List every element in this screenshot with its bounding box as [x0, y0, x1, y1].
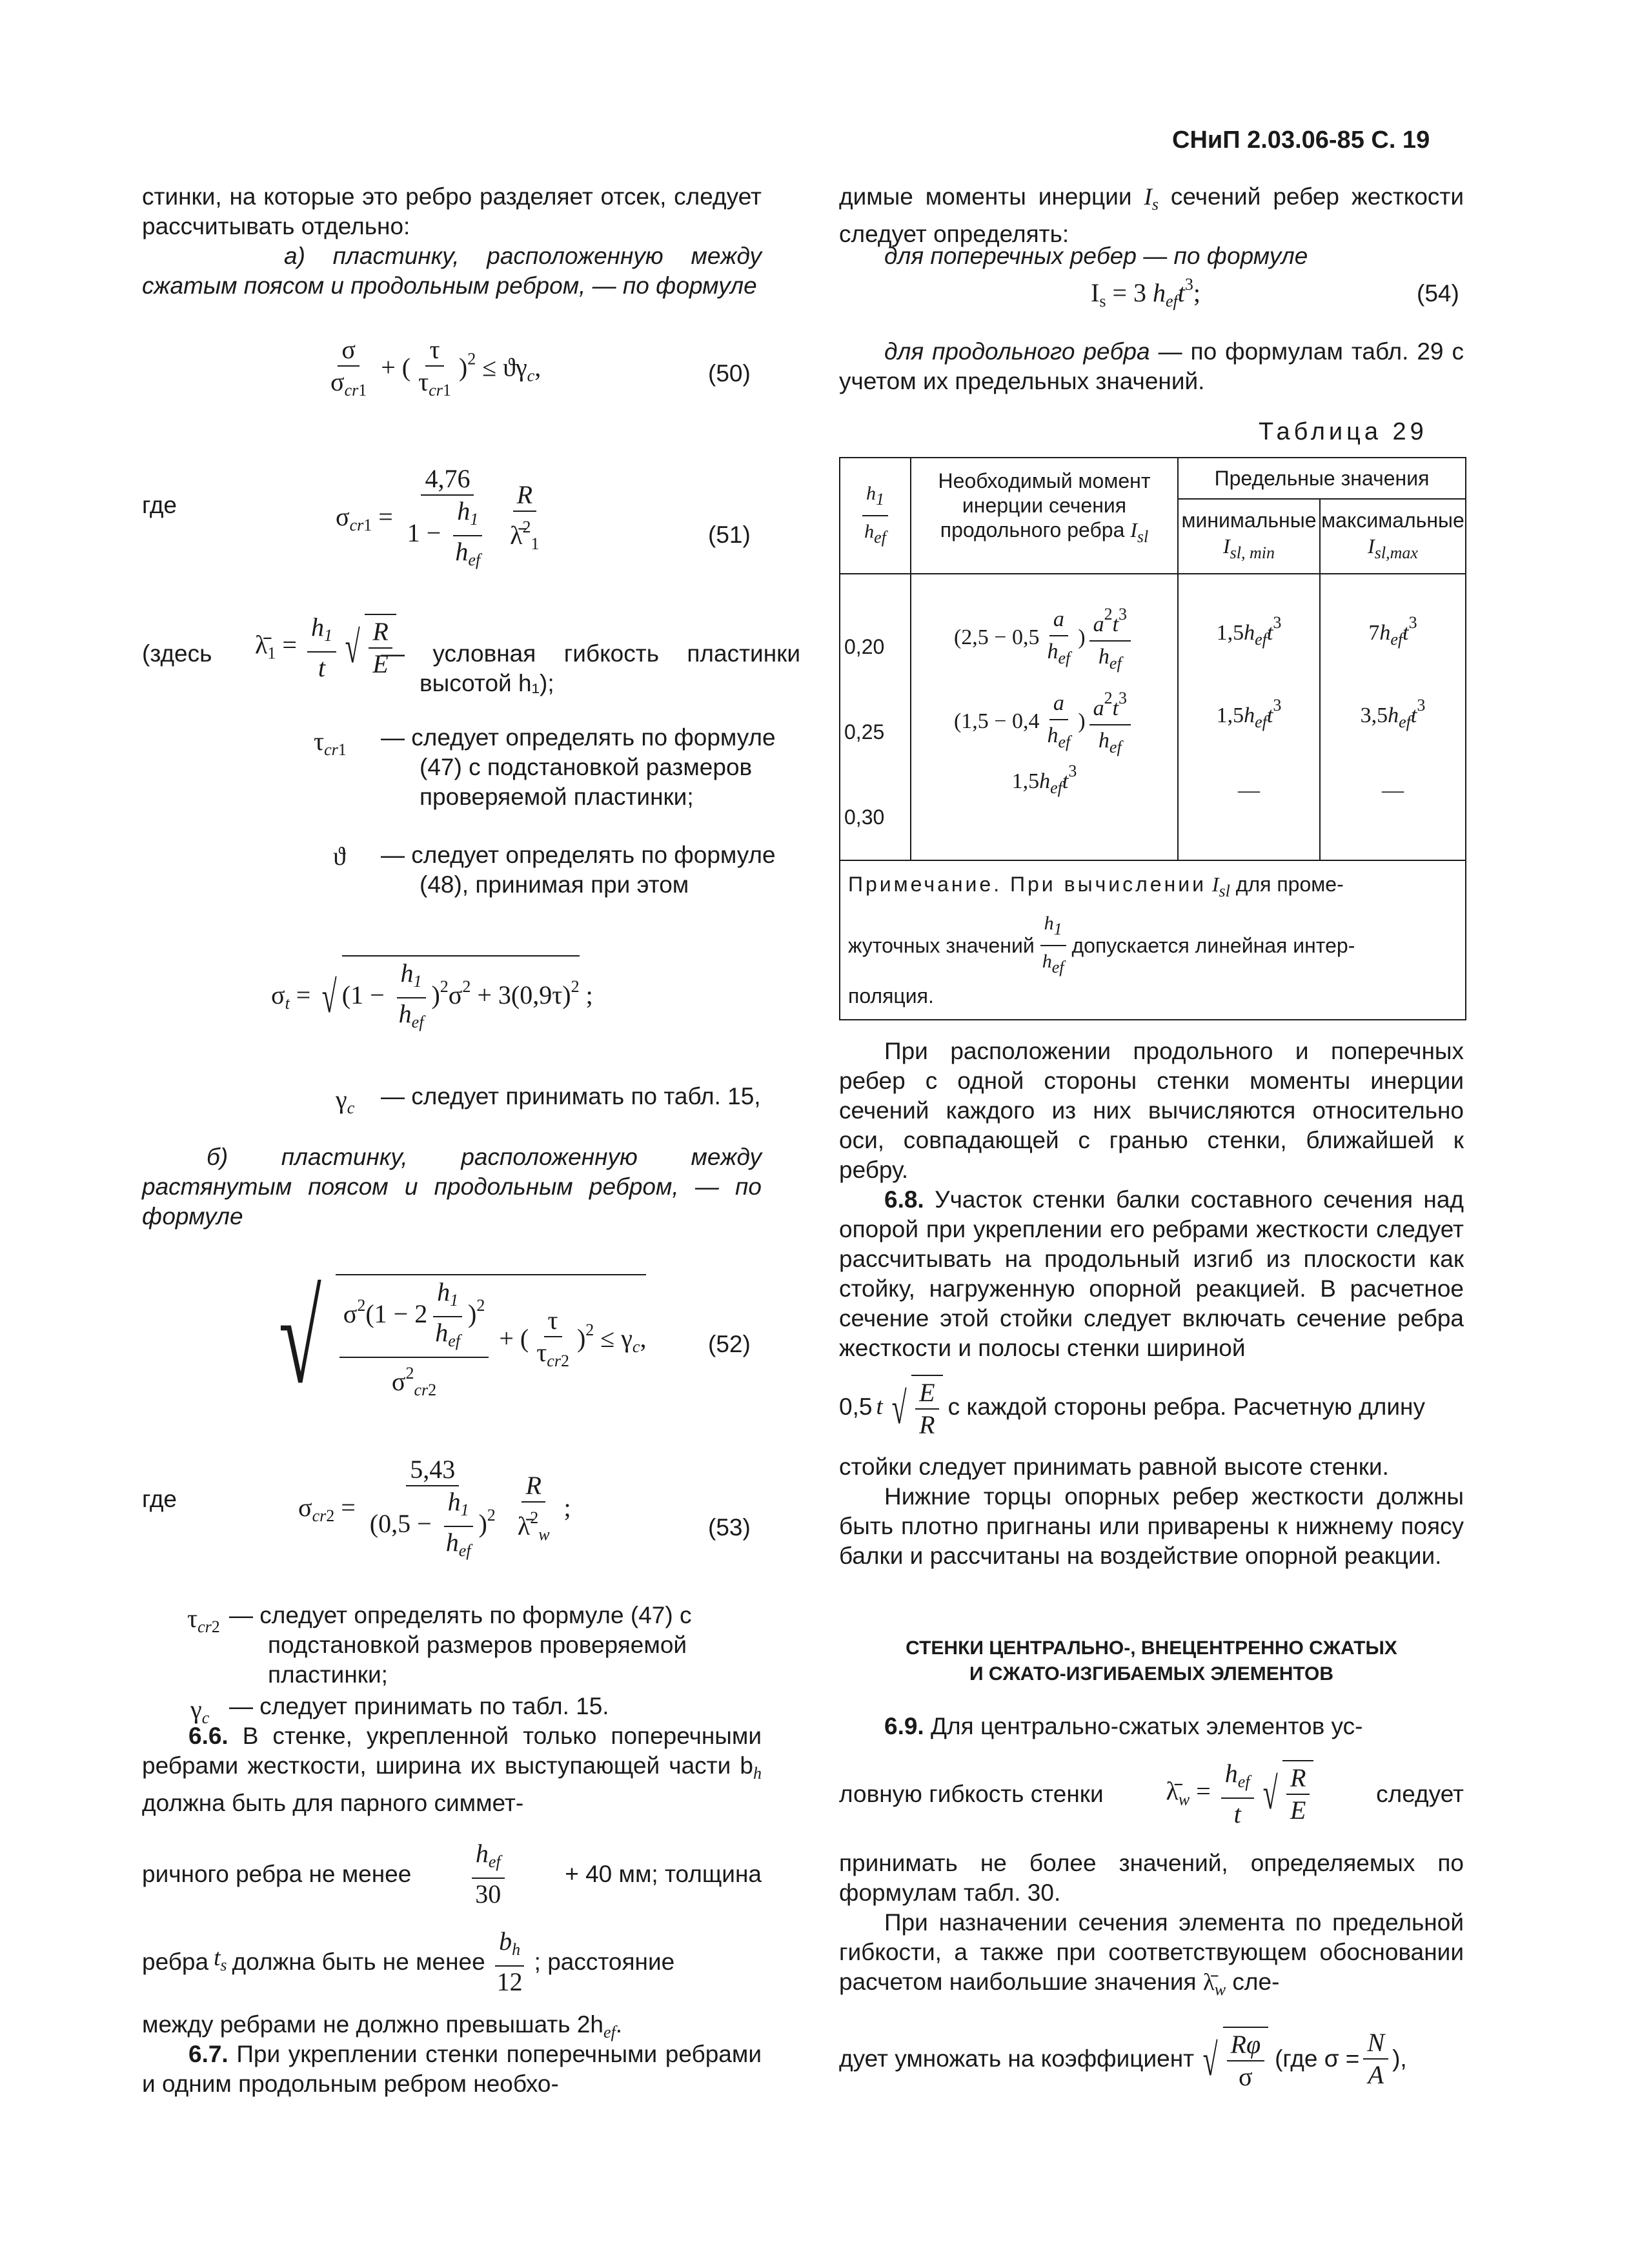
- section-6-6: 6.6. В стенке, укрепленной только поперечными ребрами жесткости, ширина их выступающей части $b_h$ должна быть для парного симмет-: [142, 1723, 762, 1816]
- symbol-tau-cr1: $\tau_{cr1}$: [314, 727, 347, 759]
- right-paragraph-4: При расположении продольного и поперечных ребер с одной стороны стенки моменты инерции сечений каждого из них вычисляются относительно оси, совпадающей с гранью стенки, ближайшей к ребру.: [839, 1038, 1464, 1183]
- table-header-min: минимальные $I_{sl, min}$: [1178, 499, 1320, 574]
- section-6-8: [839, 1185, 1464, 1363]
- section-6-6-line-3a: ребра: [142, 1948, 209, 1975]
- section-6-6-line-3: ребра $t_s$ должна быть не менее $\frac{b_h}{12}$ ; расстояние: [142, 1927, 675, 1996]
- section-heading: СТЕНКИ ЦЕНТРАЛЬНО-, ВНЕЦЕНТРЕННО СЖАТЫХ И СЖАТО-ИЗГИБАЕМЫХ ЭЛЕМЕНТОВ: [906, 1637, 1397, 1685]
- equation-number-54: (54): [1417, 280, 1459, 307]
- formula-50: $\frac{\sigma}{\sigma_{cr1}}$ + ( $\frac{\tau}{\tau_{cr1}}$ )$^2 \le ϑ\gamma_c$,: [330, 335, 542, 400]
- table-note: Примечание. При вычислении $I_{sl}$ для проме- жуточных значений $\frac{h1}{\text{hef}}$ допускается линейная интер- поляция.: [840, 860, 1466, 1020]
- table-header-max: максимальные $I_{sl,max}$: [1320, 499, 1466, 574]
- symbol-gamma-c-2: $\gamma_c$: [190, 1695, 210, 1727]
- table-col-max: $7h_{ef}t^3$ $3,5h_{ef}t^3$ —: [1320, 574, 1466, 860]
- section-6-7: [142, 2040, 762, 2099]
- right-paragraph-1: димые моменты инерции $I_s$ сечений ребер жесткости следует определять:: [839, 183, 1464, 247]
- zdes-prefix: (здесь: [142, 640, 212, 667]
- table-cell-max: —: [1382, 778, 1404, 802]
- section-6-7-number: 6.7.: [188, 2041, 228, 2067]
- formula-51: $\sigma_{cr1}$ = 4,76 1 − $\frac{h_1}{h_{ef}}$ $\frac{R}{\lambdā^2_1}$: [336, 464, 540, 569]
- table-col-moment: (2,5 − 0,5 $\frac{a}{h_{ef}}$ ) $\frac{a^2t^3}{h_{ef}}$ (1,5 − 0,4 $\frac{a}{h_{ef}}$ ) $\frac{a^2t^3}{h_{ef}}$ $1,5h_{ef}t^3$: [911, 574, 1178, 860]
- section-6-6-line-3b: должна быть не менее: [232, 1948, 485, 1975]
- lambda-formula: $\lambdā_1$ = $\frac{h_1}{t}$ √ $\frac{R}{E}$: [255, 613, 396, 682]
- symbol-theta: ϑ: [333, 842, 346, 871]
- symbol-gamma-c: $\gamma_c$: [336, 1085, 355, 1117]
- right-paragraph-2: для поперечных ребер — по формуле: [884, 243, 1308, 269]
- section-6-9-text: Для центрально-сжатых элементов ус-: [931, 1713, 1363, 1739]
- section-6-7-text: При укреплении стенки поперечными ребрами и одним продольным ребром необхо-: [142, 2041, 762, 2097]
- table-cell-max: 3,5: [1360, 704, 1388, 727]
- table-cell-ratio: 0,25: [844, 720, 885, 744]
- formula-53: $\sigma_{cr2}$ = 5,43 (0,5 − $\frac{h_1}{h_{ef}}$ )$^2$ $\frac{R}{\lambdā^2_w}$ ;: [298, 1455, 571, 1560]
- right-paragraph-3: для продольного ребра — по формулам табл. 29 с учетом их предельных значений.: [839, 338, 1464, 394]
- formula-51-numerator: 4,76: [421, 465, 474, 496]
- equation-number-50: (50): [708, 360, 751, 387]
- section-6-6-number: 6.6.: [188, 1723, 228, 1749]
- section-6-9-number: 6.9.: [884, 1713, 924, 1739]
- table-cell-min: 1,5: [1216, 704, 1244, 727]
- section-6-9: [839, 1712, 1464, 1741]
- definition-tau-cr2: — следует определять по формуле (47) с подстановкой размеров проверяемой пластинки;: [229, 1602, 692, 1688]
- table-cell-ratio: 0,20: [844, 635, 885, 658]
- right-paragraph-6: При назначении сечения элемента по предельной гибкости, а также при соответствующем обосновании расчетом наибольшие значения $\lambdā_w$ сле-: [839, 1909, 1464, 1999]
- section-6-6-line-2: ричного ребра не менее $\frac{h_{ef}}{30}$ + 40 мм; толщина: [142, 1839, 762, 1909]
- section-6-8-text: Участок стенки балки составного сечения над опорой при укреплении его ребрами жесткости следует рассчитывать на продольный изгиб из плоскости как стойку, нагруженную опорной реакцией. В расчетное сечение этой стойки следует включать сечение ребра жесткости и полосы стенки шириной: [839, 1186, 1464, 1361]
- formula-sigma-t: $\sigma_t$ = √ (1 − $\frac{h_1}{h_{ef}}$ )$^2\sigma^2 + 3(0,9\tau)^2$ ;: [271, 955, 593, 1037]
- left-paragraph-b: б) пластинку, расположенную между растянутым поясом и продольным ребром, — по формуле: [142, 1144, 762, 1230]
- where-label-2: где: [142, 1486, 177, 1512]
- section-6-8-line-width: 0,5 t √ $\frac{E}{R}$ с каждой стороны ребра. Расчетную длину: [839, 1375, 1425, 1439]
- section-6-6-text-b: должна быть для парного симмет-: [142, 1790, 524, 1816]
- page-header: СНиП 2.03.06-85 С. 19: [1172, 127, 1430, 154]
- definition-gamma-2: — следует принимать по табл. 15.: [229, 1693, 609, 1719]
- section-6-8-line-last: стойки следует принимать равной высоте стенки.: [839, 1453, 1389, 1480]
- right-paragraph-6-last: дует умножать на коэффициент √ $\frac{R\varphi}{\sigma}$ (где σ = $\frac{N}{A}$ ),: [839, 2028, 1407, 2091]
- table-cell-max: 7: [1368, 621, 1380, 645]
- table-cell-min: —: [1238, 778, 1260, 802]
- table-29: [839, 457, 1466, 1020]
- left-paragraph-1: стинки, на которые это ребро разделяет отсек, следует рассчитывать отдельно:: [142, 183, 762, 239]
- formula-52: √ $\sigma^2(1 - 2$ $\frac{h_1}{h_{ef}}$ )$^2$ $\sigma^2_{cr2}$ + ( $\frac{\tau}{\tau_{cr2}}$ )$^2 \le \gamma_c$,: [278, 1268, 647, 1410]
- section-6-6-line-3c: ; расстояние: [534, 1948, 675, 1975]
- section-6-6-line-2a: ричного ребра не менее: [142, 1860, 412, 1887]
- table-29-title: Таблица 29: [1259, 418, 1428, 445]
- symbol-tau-cr2: $\tau_{cr2}$: [187, 1604, 220, 1636]
- equation-number-51: (51): [708, 521, 751, 548]
- section-6-9-line-3: принимать не более значений, определяемых по формулам табл. 30.: [839, 1850, 1464, 1906]
- where-label-1: где: [142, 492, 177, 518]
- definition-gamma: — следует принимать по табл. 15,: [381, 1083, 761, 1109]
- definition-theta: — следует определять по формуле (48), принимая при этом: [381, 842, 776, 898]
- definition-lambda: — условная гибкость пластинки высотой h₁);: [381, 640, 800, 696]
- definition-tau: — следует определять по формуле (47) с подстановкой размеров проверяемой пластинки;: [381, 724, 776, 810]
- table-cell-ratio: 0,30: [844, 805, 885, 829]
- formula-53-numerator: 5,43: [406, 1455, 459, 1486]
- table-cell-min: 1,5: [1216, 621, 1244, 645]
- equation-number-53: (53): [708, 1514, 751, 1541]
- right-paragraph-5: Нижние торцы опорных ребер жесткости должны быть плотно пригнаны или приварены к нижнему поясу балки и рассчитаны на воздействие опорной реакции.: [839, 1483, 1464, 1569]
- section-6-9-line-2: ловную гибкость стенки $\lambdā_w$ = $\frac{h_{ef}}{t}$ √ $\frac{R}{E}$ следует: [839, 1759, 1464, 1828]
- table-header-moment: Необходимый момент инерции сечения продольного ребра $I_{sl}$: [911, 458, 1178, 574]
- section-6-6-line-2b: + 40 мм; толщина: [565, 1860, 762, 1887]
- section-6-6-text: В стенке, укрепленной только поперечными ребрами жесткости, ширина их выступающей части b: [142, 1723, 762, 1779]
- formula-54: $I_s = 3$ $h_{ef}t^3$;: [1091, 275, 1201, 310]
- table-header-limits: Предельные значения: [1178, 458, 1466, 499]
- section-6-6-line-4: между ребрами не должно превышать $2h_{ef}$.: [142, 2011, 623, 2041]
- table-col-ratio: [840, 574, 911, 860]
- table-header-ratio: $\frac{h1}{\text{hef}}$: [840, 458, 911, 574]
- equation-number-52: (52): [708, 1331, 751, 1357]
- left-paragraph-a: а) пластинку, расположенную между сжатым поясом и продольным ребром, — по формуле: [142, 243, 762, 299]
- section-6-8-number: 6.8.: [884, 1186, 924, 1213]
- table-col-min: $1,5h_{ef}t^3$ $1,5h_{ef}t^3$ —: [1178, 574, 1320, 860]
